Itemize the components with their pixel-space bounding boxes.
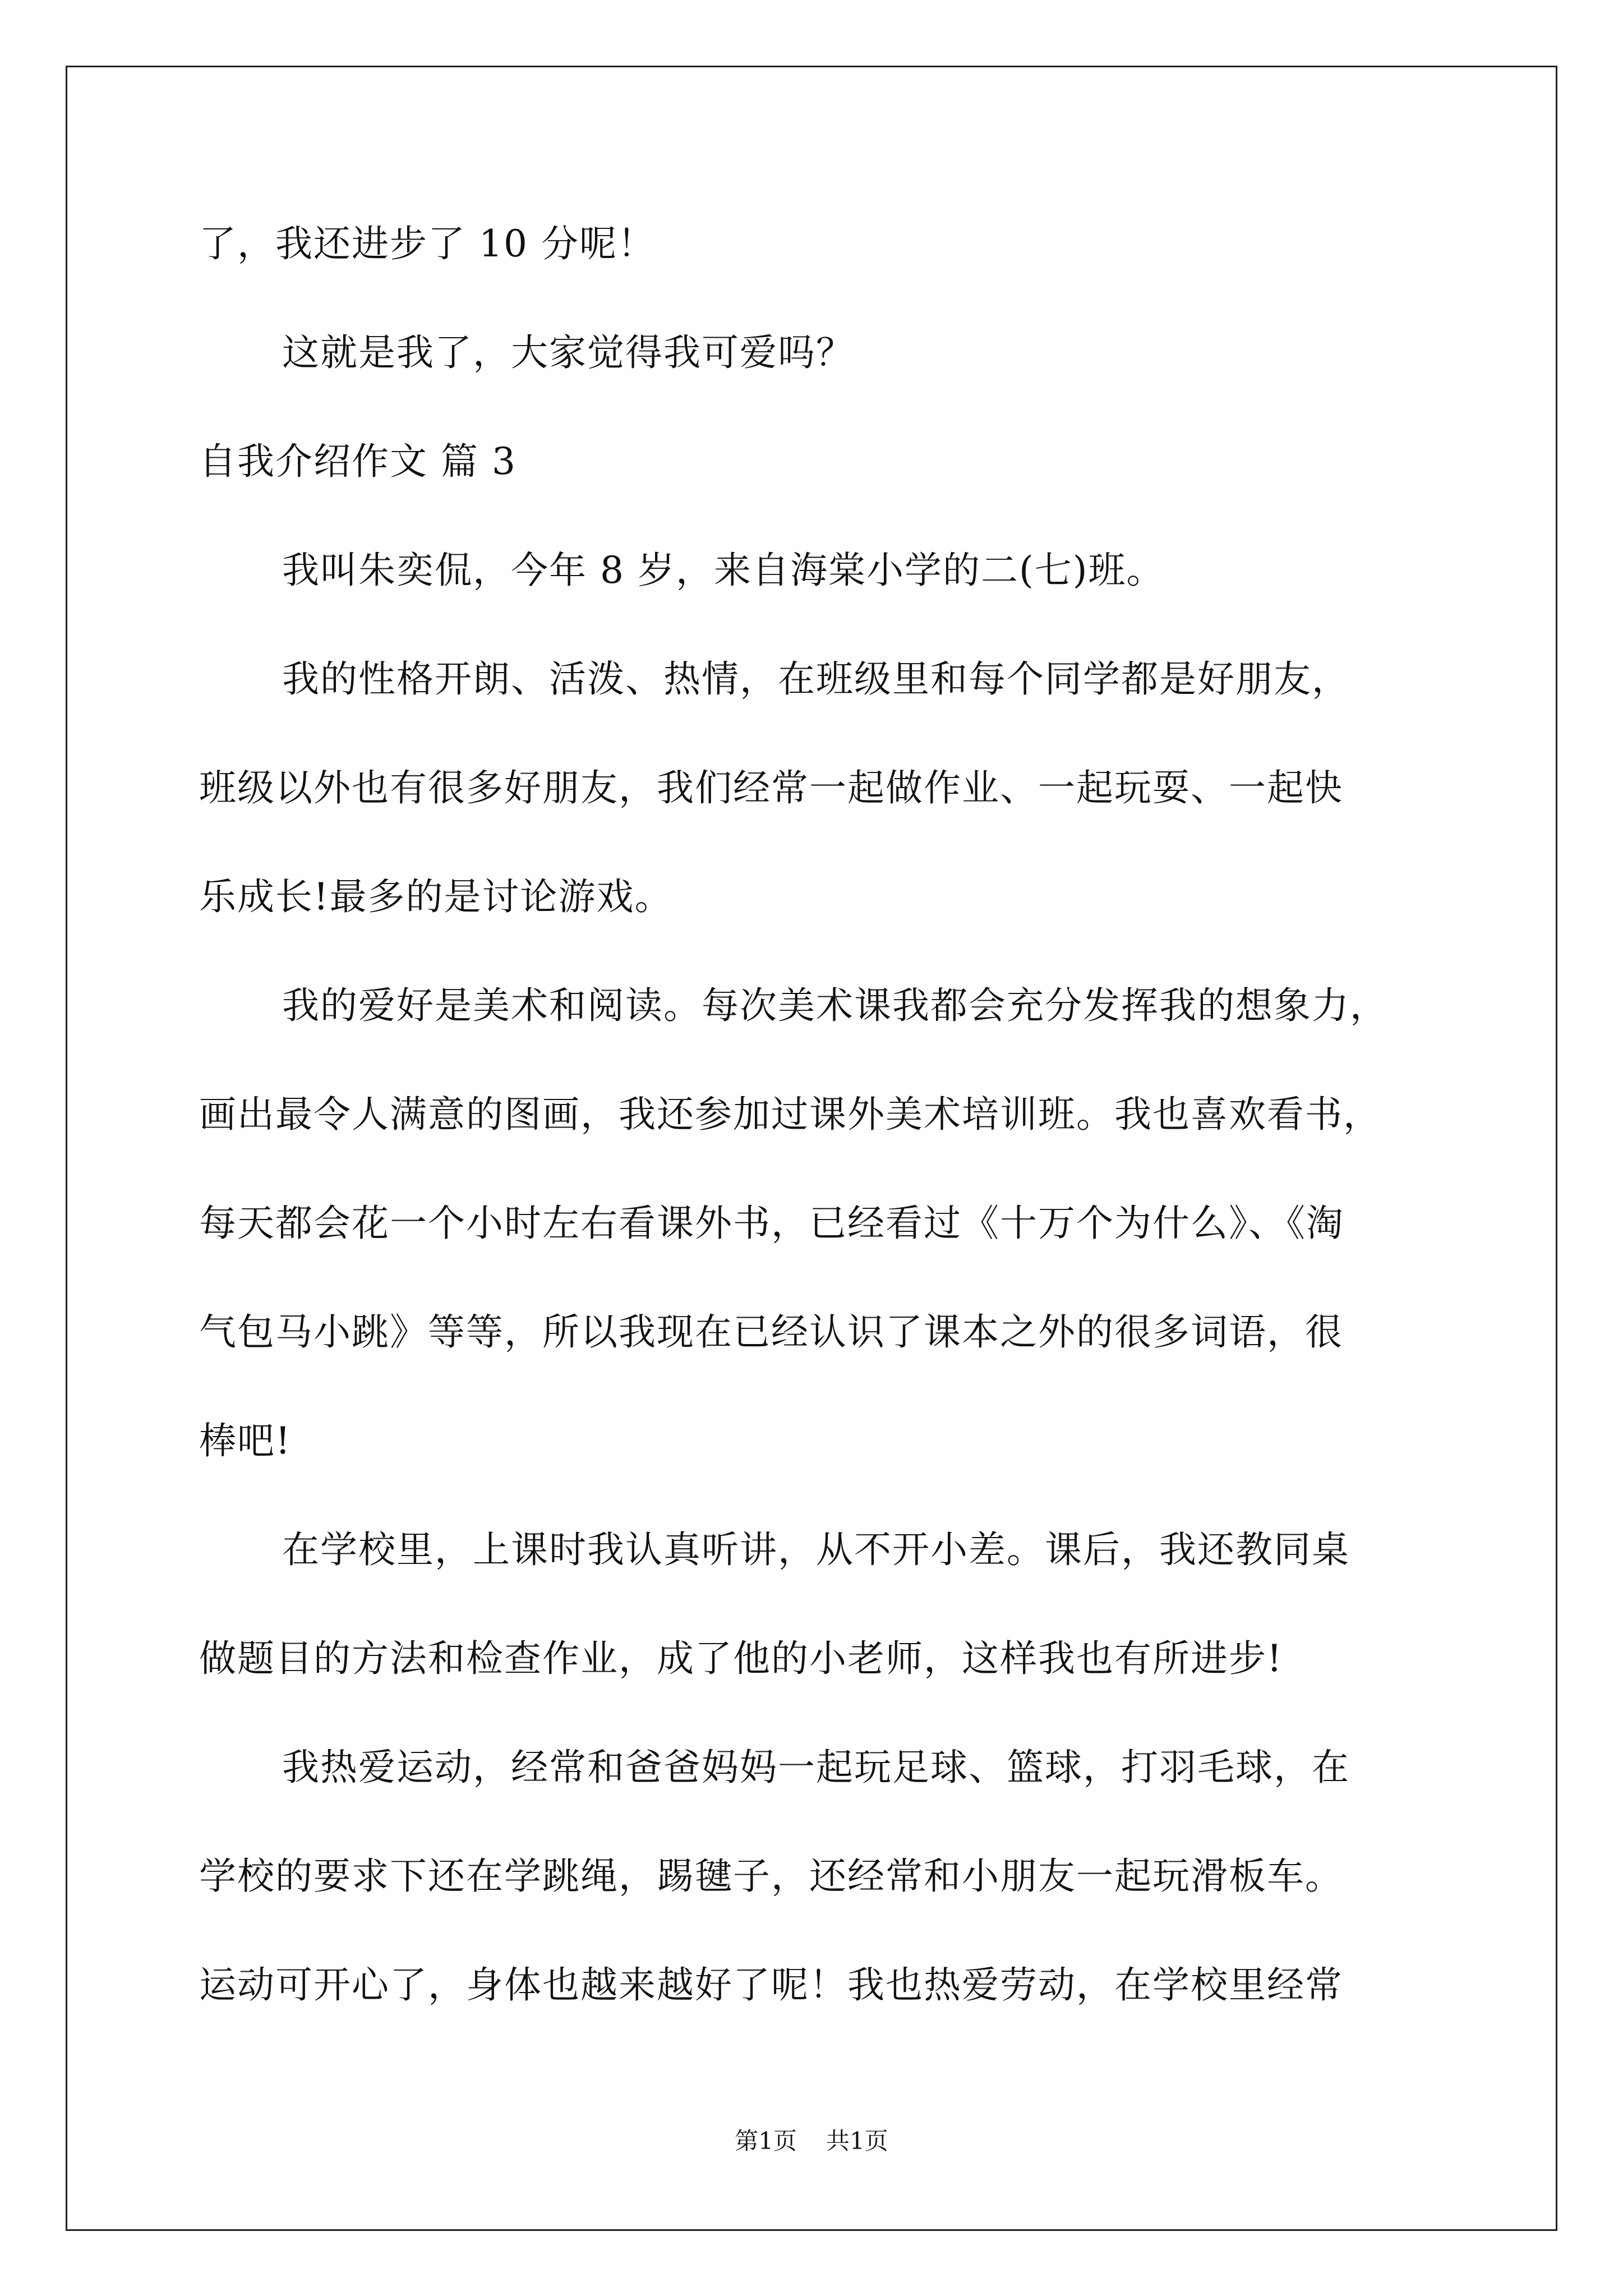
section-heading: 自我介绍作文 篇 3 — [199, 440, 517, 483]
paragraph-line: 气包马小跳》等等，所以我现在已经认识了课本之外的很多词语，很 — [199, 1310, 1343, 1354]
paragraph-line: 乐成长!最多的是讨论游戏。 — [199, 875, 673, 918]
paragraph-line: 我的性格开朗、活泼、热情，在班级里和每个同学都是好朋友， — [282, 657, 1350, 701]
paragraph-line: 在学校里，上课时我认真听讲，从不开小差。课后，我还教同桌 — [282, 1528, 1350, 1571]
paragraph-line: 这就是我了，大家觉得我可爱吗？ — [282, 331, 854, 374]
paragraph-line: 班级以外也有很多好朋友，我们经常一起做作业、一起玩耍、一起快 — [199, 766, 1343, 809]
paragraph-line: 我热爱运动，经常和爸爸妈妈一起玩足球、篮球，打羽毛球，在 — [282, 1746, 1350, 1789]
paragraph-line: 做题目的方法和检查作业，成了他的小老师，这样我也有所进步! — [199, 1637, 1283, 1680]
paragraph-line: 每天都会花一个小时左右看课外书，已经看过《十万个为什么》、《淘 — [199, 1202, 1344, 1245]
page-total: 共1页 — [826, 2127, 888, 2155]
page-border — [66, 66, 1557, 2231]
page-number: 第1页 — [735, 2127, 797, 2155]
paragraph-line: 学校的要求下还在学跳绳，踢毽子，还经常和小朋友一起玩滑板车。 — [199, 1855, 1343, 1898]
paragraph-line: 棒吧! — [199, 1419, 292, 1462]
paragraph-line: 画出最令人满意的图画，我还参加过课外美术培训班。我也喜欢看书， — [199, 1093, 1381, 1136]
paragraph-line: 了，我还进步了 10 分呢！ — [199, 222, 656, 265]
page-footer — [0, 2127, 1623, 2155]
paragraph-line: 我的爱好是美术和阅读。每次美术课我都会充分发挥我的想象力， — [282, 984, 1388, 1027]
paragraph-line: 运动可开心了，身体也越来越好了呢！我也热爱劳动，在学校里经常 — [199, 1963, 1343, 2007]
paragraph-line: 我叫朱奕侃，今年 8 岁，来自海棠小学的二(七)班。 — [282, 549, 1165, 592]
